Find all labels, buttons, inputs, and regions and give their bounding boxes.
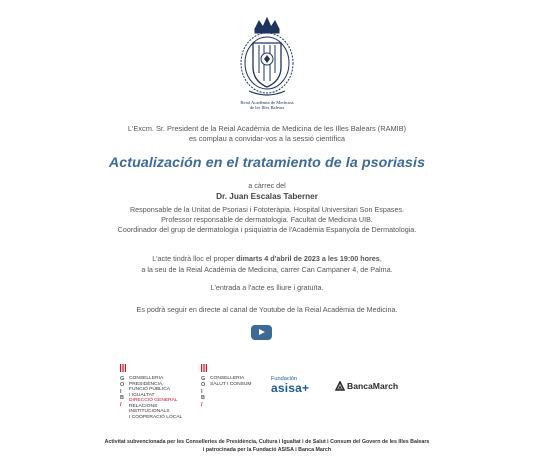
footer-note: Activitat subvencionada per les Conselleries de Presidència, Cultura i Igualtat i de Salut i Consum del Govern de les Illes Balears i patrocinada per la Fundació ASISA i Banca March xyxy=(104,439,430,453)
goib-shield-icon xyxy=(120,364,126,372)
session-title: Actualización en el tratamiento de la psoriasis xyxy=(108,155,426,171)
venue-line: a la seu de la Reial Acadèmia de Medicina, carrer Can Campaner 4, de Palma. xyxy=(141,265,393,274)
sponsor-goib-presidencia xyxy=(120,364,200,434)
entry-note: L'entrada a l'acte es lliure i gratuïta. xyxy=(210,283,324,292)
youtube-button[interactable] xyxy=(251,325,272,340)
date-line: L'acte tindrà lloc el proper dimarts 4 d'abril de 2023 a les 19:00 hores, xyxy=(152,254,382,263)
by-label: a càrrec del xyxy=(248,181,286,190)
goib-shield-icon xyxy=(201,364,207,372)
stream-note: Es podrà seguir en directe al canal de Youtube de la Reial Acadèmia de Medicina. xyxy=(136,305,398,314)
goib1-text: CONSELLERIA PRESIDÈNCIA, FUNCIÓ PÚBLICA I IGUALTAT DIRECCIÓ GENERAL RELACIONS INSTITUCIONALS I COOPERACIÓ LOCAL xyxy=(129,376,183,420)
goib-letters: G O I B / xyxy=(201,376,206,408)
goib2-text: CONSELLERIA SALUT I CONSUM xyxy=(210,376,252,387)
sponsor-goib-salut xyxy=(201,364,261,414)
goib-letters: G O I B / xyxy=(120,376,125,408)
sponsor-asisa-logo: Fundación asisa+ xyxy=(271,376,310,395)
academy-crest-icon xyxy=(235,15,299,101)
institution-caption: Reial Acadèmia de Medicina de les Illes Balears xyxy=(240,100,294,111)
speaker-bio: Responsable de la Unitat de Psoriasi i Fototeràpia. Hospital Universitari Son Espases. Professor responsable de dermatologia. Facultat de Medicina UIB. Coordinador del grup de dermatologia i psiquiatria de l'Acadèmia Espanyola de Dermatologia. xyxy=(117,205,417,235)
intro-text: L'Excm. Sr. President de la Reial Acadèmia de Medicina de les Illes Balears (RAMIB) es complau a convidar-vos a la sessió científica xyxy=(127,124,407,143)
youtube-play-icon xyxy=(259,329,265,335)
bancamarch-mark-icon xyxy=(335,381,345,391)
invitation-page: Reial Acadèmia de Medicina de les Illes Balears L'Excm. Sr. President de la Reial Acadèmia de Medicina de les Illes Balears (RAMIB) es complau a convidar-vos a la sessió científica Actualización en el tratamiento de la psoriasis a càrrec del Dr. Juan Escalas Taberner Responsable de la Unitat de Psoriasi i Fototeràpia. Hospital Universitari Son Espases. Professor responsable de dermatologia. Facultat de Medicina UIB. Coordinador del grup de dermatologia i psiquiatria de l'Acadèmia Espanyola de Dermatologia. L'acte tindrà lloc el proper dimarts 4 d'abril de 2023 a les 19:00 hores, a la seu de la Reial Acadèmia de Medicina, carrer Can Campaner 4, de Palma. L'entrada a l'acte es lliure i gratuïta. Es podrà seguir en directe al canal de Youtube de la Reial Acadèmia de Medicina. G O I B / CONSELLERIA PRESIDÈNCIA, FUNCIÓ PÚBLICA I IGUALTAT DIRECCIÓ GENERAL RELACIONS INSTITUCIONALS I COOPERACIÓ LOCAL G O I B / CONSELLERIA SALUT I CONSUM Fundación asisa+ BancaMarch Activitat subvencionada per les Conselleries de Presidència, Cultura i Igualtat i de Salut i Consum del Govern de les Illes Balears i patrocinada per la Fundació ASISA i Banca March xyxy=(0,0,534,462)
event-details xyxy=(0,253,534,275)
speaker-name: Dr. Juan Escalas Taberner xyxy=(216,192,318,201)
